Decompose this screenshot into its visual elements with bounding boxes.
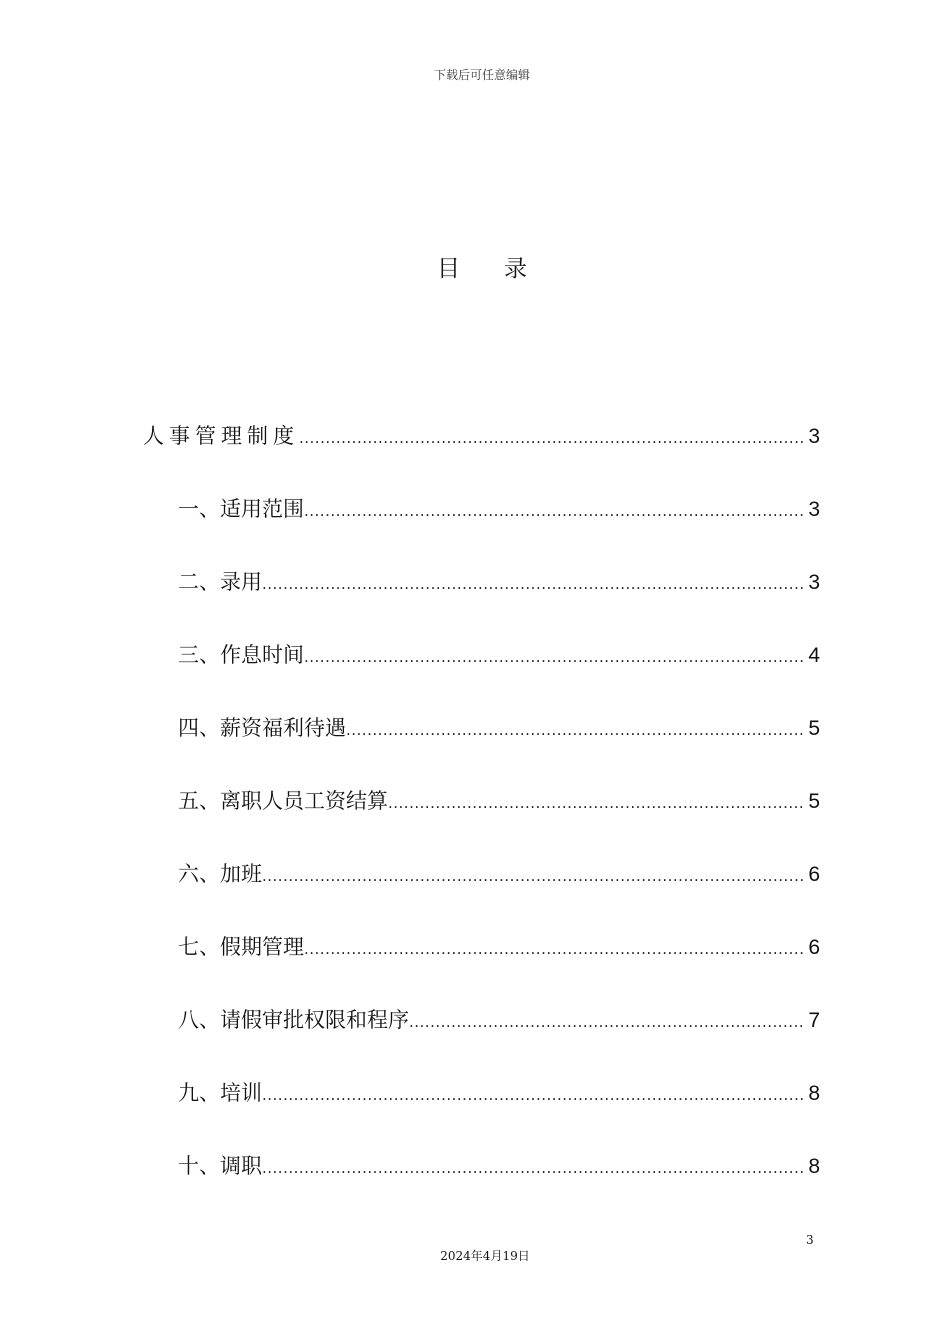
toc-entry-page: 8 xyxy=(808,1155,820,1178)
toc-entry-label: 二、录用 xyxy=(178,570,262,594)
footer-date: 2024年4月19日 xyxy=(440,1249,530,1263)
toc-dot-leader xyxy=(262,1150,804,1186)
toc-entry-label: 十、调职 xyxy=(178,1154,262,1178)
toc-dot-leader xyxy=(262,566,804,602)
toc-entry[interactable] xyxy=(143,1148,820,1221)
toc-entry-label: 七、假期管理 xyxy=(178,935,304,959)
toc-entry-label: 八、请假审批权限和程序 xyxy=(178,1008,409,1032)
toc-entry-label: 五、离职人员工资结算 xyxy=(178,789,388,813)
toc-dot-leader xyxy=(304,931,804,967)
toc-entry[interactable] xyxy=(143,637,820,710)
toc-entry[interactable] xyxy=(143,564,820,637)
toc-entry-page: 3 xyxy=(808,425,820,448)
toc-dot-leader xyxy=(304,639,804,675)
toc-entry-page: 4 xyxy=(808,644,820,667)
toc-entry-label: 一、适用范围 xyxy=(178,497,304,521)
toc-entry-page: 6 xyxy=(808,936,820,959)
toc-dot-leader xyxy=(346,712,804,748)
toc-entry[interactable] xyxy=(143,856,820,929)
toc-dot-leader xyxy=(262,1077,804,1113)
toc-entry-page: 5 xyxy=(808,717,820,740)
toc-entry-label: 三、作息时间 xyxy=(178,643,304,667)
toc-entry-label: 人事管理制度 xyxy=(143,424,299,448)
table-of-contents xyxy=(143,418,820,1221)
toc-entry[interactable] xyxy=(143,929,820,1002)
toc-dot-leader xyxy=(388,785,804,821)
toc-entry-label: 六、加班 xyxy=(178,862,262,886)
toc-entry-page: 5 xyxy=(808,790,820,813)
toc-entry-label: 九、培训 xyxy=(178,1081,262,1105)
header-note: 下载后可任意编辑 xyxy=(433,68,530,82)
toc-dot-leader xyxy=(299,420,804,456)
toc-dot-leader xyxy=(409,1004,804,1040)
toc-entry[interactable] xyxy=(143,783,820,856)
toc-entry-label: 四、薪资福利待遇 xyxy=(178,716,346,740)
toc-entry[interactable] xyxy=(143,491,820,564)
toc-entry-page: 3 xyxy=(808,571,820,594)
toc-entry-page: 6 xyxy=(808,863,820,886)
toc-entry-page: 3 xyxy=(808,498,820,521)
toc-entry[interactable] xyxy=(143,1075,820,1148)
toc-entry[interactable] xyxy=(143,1002,820,1075)
toc-entry[interactable] xyxy=(143,418,820,491)
toc-entry-page: 8 xyxy=(808,1082,820,1105)
toc-entry[interactable] xyxy=(143,710,820,783)
toc-dot-leader xyxy=(262,858,804,894)
toc-dot-leader xyxy=(304,493,804,529)
toc-entry-page: 7 xyxy=(808,1009,820,1032)
toc-title: 目录 xyxy=(437,256,571,282)
page-number: 3 xyxy=(806,1233,814,1247)
